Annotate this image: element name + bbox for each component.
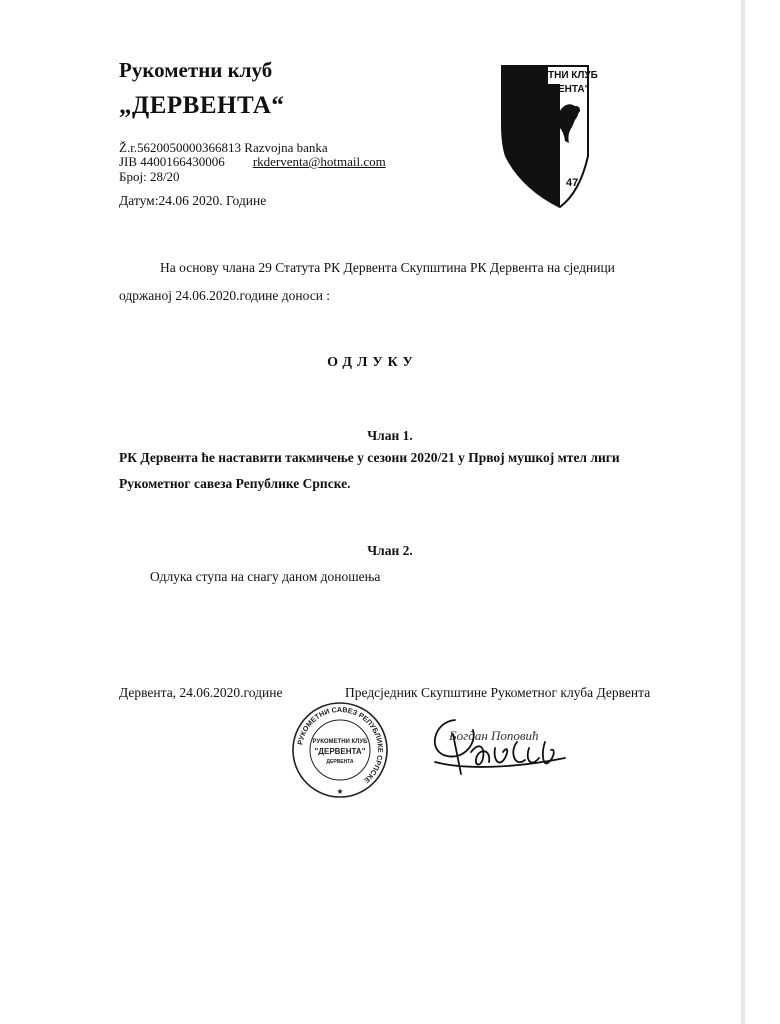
article-1-line-2: Рукометног савеза Републике Српске. <box>119 476 351 491</box>
document-number: Број: 28/20 <box>119 169 180 184</box>
article-2-text: Одлука ступа на снагу даном доношења <box>150 569 381 584</box>
email-link[interactable]: rkderventa@hotmail.com <box>252 154 386 169</box>
club-logo <box>500 64 598 209</box>
logo-text-line1: ТНИ КЛУБ <box>548 70 598 81</box>
article-1-title: Члан 1. <box>367 428 413 443</box>
seal-inner-line-3: ДЕРВЕНТА <box>326 759 354 765</box>
page-edge <box>741 0 745 1024</box>
decision-heading: ОДЛУКУ <box>327 355 418 370</box>
place-and-date: Дервента, 24.06.2020.године <box>119 685 283 700</box>
bank-account: Ž.r.5620050000366813 Razvojna banka <box>119 140 328 155</box>
club-label: Рукометни клуб <box>119 58 273 82</box>
seal-outer-text: РУКОМЕТНИ САВЕЗ РЕПУБЛИКЕ СРПСКЕ <box>295 704 386 786</box>
intro-line-2: одржаној 24.06.2020.године доноси : <box>119 288 331 303</box>
logo-year: 47 <box>566 177 579 189</box>
seal-star-icon: ★ <box>336 787 344 796</box>
article-1-line-1: РК Дервента ће наставити такмичење у сезони 2020/21 у Првој мушкој мтел лиги <box>119 450 620 465</box>
official-seal <box>290 700 390 800</box>
jib-number: ЈIВ 4400166430006 <box>119 154 225 169</box>
president-title: Предсједник Скупштине Рукометног клуба Дервента <box>345 685 651 700</box>
seal-inner-line-1: РУКОМЕТНИ КЛУБ <box>312 739 368 745</box>
handwritten-signature <box>425 712 575 782</box>
document-date: Датум:24.06 2020. Године <box>119 193 267 208</box>
signer-name: Богдан Поповић <box>449 728 539 743</box>
club-name: „ДЕРВЕНТА“ <box>119 92 285 119</box>
intro-line-1: На основу члана 29 Статута РК Дервента Скупштина РК Дервента на сједници <box>160 260 615 275</box>
jib-line <box>119 154 386 170</box>
article-2-title: Члан 2. <box>367 543 413 558</box>
seal-inner-line-2: "ДЕРВЕНТА" <box>314 747 366 756</box>
logo-text-line2: ЕНТА" <box>558 84 590 95</box>
